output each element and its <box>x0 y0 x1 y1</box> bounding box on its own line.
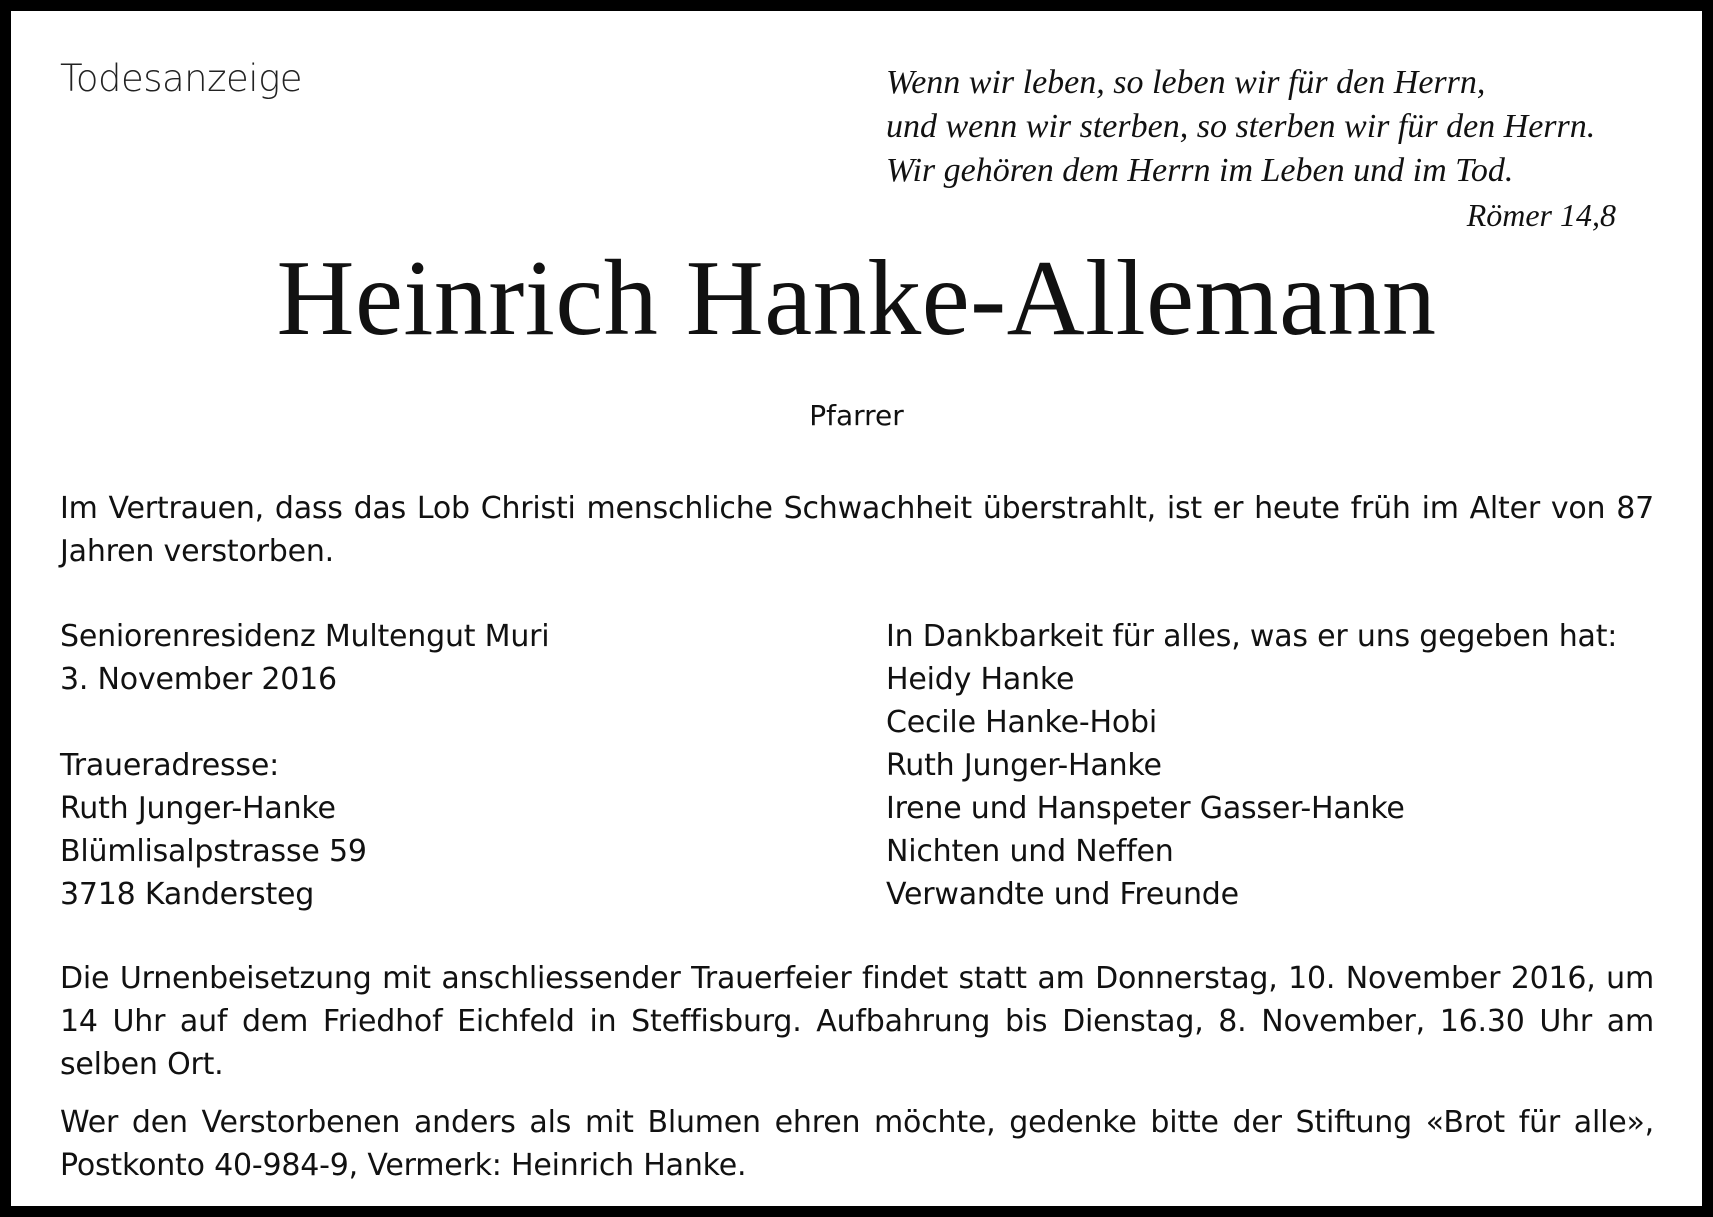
deceased-name: Heinrich Hanke-Allemann <box>276 239 1437 358</box>
verse-reference: Römer 14,8 <box>1466 197 1616 233</box>
intro-paragraph: Im Vertrauen, dass das Lob Christi menschliche Schwachheit überstrahlt, ist er heute früh im Alter von 87 Jahren verstorben. <box>60 491 1654 569</box>
mourner-name: Verwandte und Freunde <box>886 877 1239 912</box>
mourner-name: Ruth Junger-Hanke <box>886 748 1162 783</box>
address-name: Ruth Junger-Hanke <box>60 791 336 826</box>
mourner-name: Cecile Hanke-Hobi <box>886 705 1157 740</box>
obituary-card <box>11 11 1702 1206</box>
funeral-info-paragraph: Die Urnenbeisetzung mit anschliessender Trauerfeier findet statt am Donnerstag, 10. November 2016, um 14 Uhr auf dem Friedhof Eichfeld in Steffisburg. Aufbahrung bis Dienstag, 8. November, 16.30 Uhr am selben Ort. <box>60 961 1654 1082</box>
mourner-name: Nichten und Neffen <box>886 834 1174 869</box>
address-heading: Traueradresse: <box>60 748 280 783</box>
date: 3. November 2016 <box>60 662 337 697</box>
mourner-name: Heidy Hanke <box>886 662 1075 697</box>
verse-line: und wenn wir sterben, so sterben wir für den Herrn. <box>886 108 1596 145</box>
mourners-heading: In Dankbarkeit für alles, was er uns gegeben hat: <box>886 619 1618 654</box>
deceased-title: Pfarrer <box>809 399 904 432</box>
place: Seniorenresidenz Multengut Muri <box>60 619 550 654</box>
verse-line: Wenn wir leben, so leben wir für den Herrn, <box>886 64 1486 101</box>
place-date-block <box>60 615 549 701</box>
address-city: 3718 Kandersteg <box>60 877 315 912</box>
mourner-name: Irene und Hanspeter Gasser-Hanke <box>886 791 1405 826</box>
address-street: Blümlisalpstrasse 59 <box>60 834 367 869</box>
document-type-label: Todesanzeige <box>60 57 303 100</box>
mourning-address-block <box>60 744 367 916</box>
mourners-block <box>886 615 1617 916</box>
bible-verse <box>886 61 1616 237</box>
donation-info-paragraph: Wer den Verstorbenen anders als mit Blumen ehren möchte, gedenke bitte der Stiftung «Brot für alle», Postkonto 40-984-9, Vermerk: Heinrich Hanke. <box>60 1105 1654 1183</box>
verse-line: Wir gehören dem Herrn im Leben und im Tod. <box>886 152 1514 189</box>
